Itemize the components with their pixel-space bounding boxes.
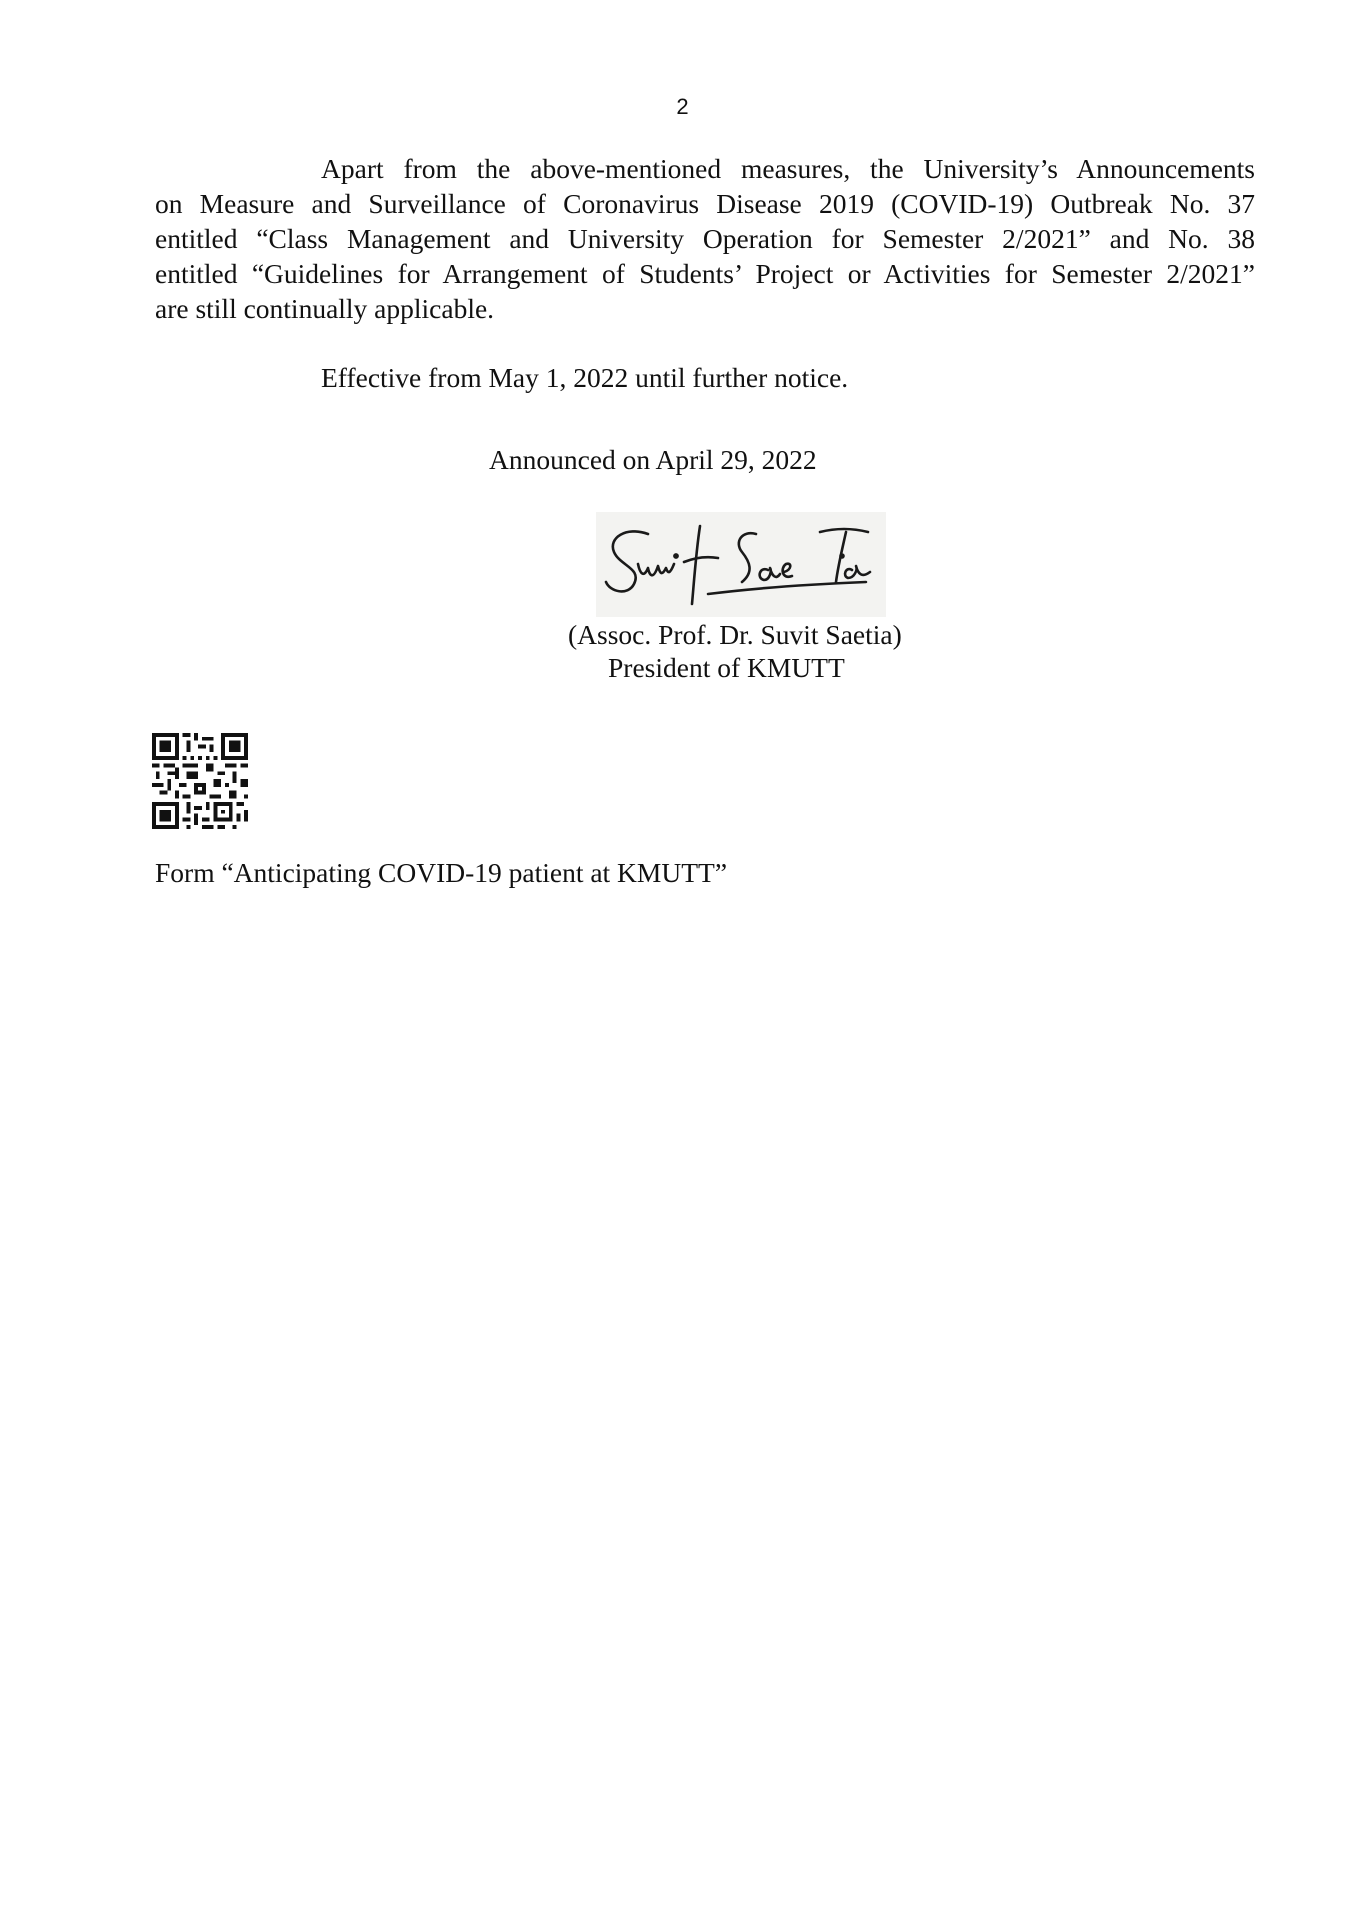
page-number: 2 — [676, 94, 689, 119]
signature-icon — [596, 512, 886, 617]
paragraph-line: are still continually applicable. — [155, 293, 495, 324]
announcement-date: Announced on April 29, 2022 — [489, 444, 817, 475]
signature-image — [596, 512, 886, 617]
form-label: Form “Anticipating COVID-19 patient at KMUTT” — [155, 857, 728, 888]
signer-name: (Assoc. Prof. Dr. Suvit Saetia) — [568, 619, 902, 650]
signer-title: President of KMUTT — [608, 652, 845, 683]
paragraph-line: entitled “Class Management and University Operation for Semester 2/2021” and No. 38 — [155, 223, 1255, 254]
qr-code-icon — [152, 733, 248, 829]
paragraph-line: entitled “Guidelines for Arrangement of Students’ Project or Activities for Semester 2/2021” — [155, 258, 1255, 289]
body-paragraph — [155, 151, 1255, 326]
paragraph-line: Apart from the above-mentioned measures, the University’s Announcements — [321, 153, 1255, 184]
qr-code[interactable] — [152, 733, 248, 829]
effective-date: Effective from May 1, 2022 until further notice. — [321, 362, 849, 393]
paragraph-line: on Measure and Surveillance of Coronavirus Disease 2019 (COVID-19) Outbreak No. 37 — [155, 188, 1255, 219]
